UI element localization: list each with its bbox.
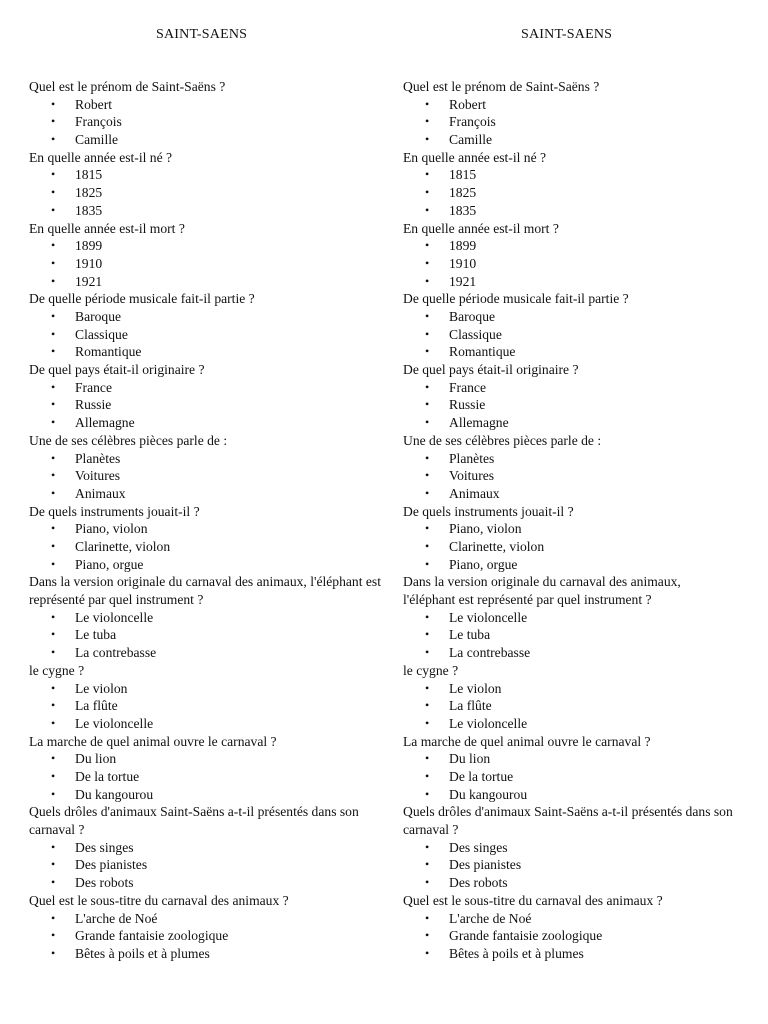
option-label: Russie [75, 397, 112, 413]
option-label: François [75, 114, 122, 130]
question-text: Dans la version originale du carnaval des animaux, l'éléphant est représenté par quel instrument ? [403, 574, 681, 608]
question-list [403, 78, 768, 963]
option-label: 1910 [449, 255, 477, 271]
option-item [29, 308, 399, 326]
bullet-icon: • [51, 132, 56, 147]
question-text: De quelle période musicale fait-il partie ? [403, 291, 629, 307]
option-item [29, 166, 399, 184]
option-label: Piano, violon [449, 521, 522, 537]
option-item [403, 910, 768, 928]
option-item [29, 839, 399, 857]
option-item [403, 96, 768, 114]
option-item [29, 786, 399, 804]
bullet-icon: • [51, 415, 56, 430]
option-label: Planètes [449, 450, 495, 466]
bullet-icon: • [51, 255, 56, 270]
bullet-icon: • [51, 786, 56, 801]
bullet-icon: • [425, 96, 430, 111]
option-list [403, 520, 768, 573]
option-label: Classique [449, 326, 502, 342]
option-item [403, 343, 768, 361]
option-list [29, 680, 399, 733]
bullet-icon: • [425, 415, 430, 430]
column-title: SAINT-SAENS [156, 27, 248, 42]
option-item [403, 644, 768, 662]
option-label: Piano, violon [75, 521, 148, 537]
option-label: Du kangourou [449, 786, 528, 802]
option-item [29, 96, 399, 114]
bullet-icon: • [425, 255, 430, 270]
option-label: 1835 [75, 202, 103, 218]
option-label: 1825 [75, 185, 103, 201]
option-label: Camille [449, 132, 493, 148]
option-label: La flûte [75, 698, 118, 714]
option-label: Piano, orgue [75, 556, 144, 572]
option-item [29, 945, 399, 963]
option-label: Clarinette, violon [75, 538, 171, 554]
option-label: Du kangourou [75, 786, 154, 802]
option-label: 1899 [75, 238, 103, 254]
option-item [403, 768, 768, 786]
bullet-icon: • [51, 875, 56, 890]
option-list [403, 96, 768, 149]
option-item [403, 750, 768, 768]
question-text: La marche de quel animal ouvre le carnaval ? [403, 733, 651, 749]
option-item [29, 609, 399, 627]
option-label: Robert [449, 96, 486, 112]
option-list [403, 308, 768, 361]
option-item [29, 927, 399, 945]
option-item [403, 131, 768, 149]
bullet-icon: • [425, 556, 430, 571]
option-label: Animaux [75, 485, 126, 501]
bullet-icon: • [425, 114, 430, 129]
bullet-icon: • [425, 910, 430, 925]
option-list [403, 680, 768, 733]
question-item [403, 290, 768, 361]
option-item [29, 715, 399, 733]
option-list [29, 750, 399, 803]
question-list [29, 78, 399, 963]
bullet-icon: • [51, 96, 56, 111]
option-list [403, 166, 768, 219]
option-label: Allemagne [75, 415, 135, 431]
bullet-icon: • [425, 397, 430, 412]
option-list [403, 379, 768, 432]
bullet-icon: • [425, 627, 430, 642]
question-item [29, 803, 399, 891]
option-item [29, 113, 399, 131]
question-text: Une de ses célèbres pièces parle de : [403, 432, 602, 448]
option-item [403, 326, 768, 344]
question-text: De quel pays était-il originaire ? [403, 362, 579, 378]
bullet-icon: • [425, 273, 430, 288]
question-item [403, 892, 768, 963]
option-label: Le violoncelle [449, 715, 528, 731]
option-label: Animaux [449, 485, 500, 501]
option-label: Planètes [75, 450, 121, 466]
option-item [403, 113, 768, 131]
option-label: Bêtes à poils et à plumes [75, 945, 210, 961]
option-item [403, 856, 768, 874]
question-item [403, 220, 768, 291]
option-item [403, 609, 768, 627]
option-label: 1825 [449, 185, 477, 201]
bullet-icon: • [425, 875, 430, 890]
option-label: 1921 [75, 273, 103, 289]
option-item [403, 556, 768, 574]
option-list [29, 450, 399, 503]
option-label: Clarinette, violon [449, 538, 545, 554]
option-label: 1835 [449, 202, 477, 218]
bullet-icon: • [425, 485, 430, 500]
option-label: La flûte [449, 698, 492, 714]
bullet-icon: • [51, 751, 56, 766]
option-label: Camille [75, 132, 119, 148]
option-label: Grande fantaisie zoologique [449, 928, 603, 944]
option-item [29, 131, 399, 149]
option-list [403, 450, 768, 503]
option-list [403, 609, 768, 662]
option-item [29, 450, 399, 468]
option-item [29, 237, 399, 255]
option-label: L'arche de Noé [449, 910, 532, 926]
option-item [29, 750, 399, 768]
option-label: France [75, 379, 112, 395]
bullet-icon: • [51, 645, 56, 660]
bullet-icon: • [51, 379, 56, 394]
bullet-icon: • [51, 715, 56, 730]
bullet-icon: • [425, 132, 430, 147]
bullet-icon: • [425, 680, 430, 695]
option-item [403, 414, 768, 432]
bullet-icon: • [51, 627, 56, 642]
option-label: Le violon [75, 680, 128, 696]
question-item [29, 503, 399, 574]
option-label: Grande fantaisie zoologique [75, 928, 229, 944]
bullet-icon: • [425, 344, 430, 359]
option-list [403, 839, 768, 892]
bullet-icon: • [51, 857, 56, 872]
option-label: Des robots [75, 875, 134, 891]
option-item [29, 520, 399, 538]
option-label: L'arche de Noé [75, 910, 158, 926]
option-item [403, 945, 768, 963]
option-item [29, 414, 399, 432]
question-item [403, 432, 768, 503]
option-item [403, 450, 768, 468]
bullet-icon: • [425, 450, 430, 465]
bullet-icon: • [425, 715, 430, 730]
option-list [29, 379, 399, 432]
option-label: 1921 [449, 273, 477, 289]
option-item [29, 874, 399, 892]
bullet-icon: • [425, 645, 430, 660]
bullet-icon: • [425, 468, 430, 483]
option-item [403, 874, 768, 892]
option-label: Romantique [75, 344, 142, 360]
bullet-icon: • [425, 521, 430, 536]
bullet-icon: • [51, 167, 56, 182]
option-item [403, 166, 768, 184]
bullet-icon: • [51, 538, 56, 553]
bullet-icon: • [51, 273, 56, 288]
option-label: Classique [75, 326, 128, 342]
option-label: François [449, 114, 496, 130]
question-item [29, 361, 399, 432]
option-label: Baroque [75, 309, 122, 324]
option-item [29, 644, 399, 662]
bullet-icon: • [51, 344, 56, 359]
option-label: Le tuba [449, 627, 491, 643]
question-item [29, 78, 399, 149]
question-item [403, 733, 768, 804]
option-list [29, 609, 399, 662]
option-label: France [449, 379, 486, 395]
bullet-icon: • [51, 397, 56, 412]
question-text: De quels instruments jouait-il ? [29, 503, 200, 519]
bullet-icon: • [51, 468, 56, 483]
bullet-icon: • [51, 928, 56, 943]
question-text: En quelle année est-il né ? [403, 149, 547, 165]
bullet-icon: • [51, 185, 56, 200]
question-text: En quelle année est-il mort ? [403, 220, 559, 236]
option-item [29, 396, 399, 414]
bullet-icon: • [51, 698, 56, 713]
bullet-icon: • [425, 538, 430, 553]
question-text: De quel pays était-il originaire ? [29, 362, 205, 378]
option-label: Des pianistes [449, 857, 522, 873]
option-item [29, 626, 399, 644]
option-label: Des pianistes [75, 857, 148, 873]
question-item [29, 733, 399, 804]
bullet-icon: • [425, 185, 430, 200]
bullet-icon: • [425, 379, 430, 394]
option-label: La contrebasse [75, 645, 157, 661]
question-text: Quel est le sous-titre du carnaval des animaux ? [29, 892, 289, 908]
quiz-column-right [403, 26, 768, 963]
option-item [403, 520, 768, 538]
option-label: 1910 [75, 255, 103, 271]
option-label: Le violoncelle [449, 609, 528, 625]
bullet-icon: • [51, 768, 56, 783]
question-text: Une de ses célèbres pièces parle de : [29, 432, 228, 448]
bullet-icon: • [425, 326, 430, 341]
option-item [29, 680, 399, 698]
option-item [403, 538, 768, 556]
option-label: Romantique [449, 344, 516, 360]
bullet-icon: • [51, 609, 56, 624]
option-item [29, 202, 399, 220]
option-item [29, 556, 399, 574]
option-list [403, 237, 768, 290]
option-item [29, 184, 399, 202]
option-label: Du lion [75, 751, 117, 767]
option-item [29, 485, 399, 503]
option-list [29, 910, 399, 963]
option-label: Bêtes à poils et à plumes [449, 945, 584, 961]
bullet-icon: • [51, 202, 56, 217]
question-text: le cygne ? [403, 662, 459, 678]
question-item [29, 662, 399, 733]
bullet-icon: • [425, 928, 430, 943]
question-text: En quelle année est-il mort ? [29, 220, 185, 236]
question-text: Quel est le prénom de Saint-Saëns ? [403, 79, 600, 94]
question-item [403, 149, 768, 220]
option-label: Le violon [449, 680, 502, 696]
option-list [29, 520, 399, 573]
question-text: Quels drôles d'animaux Saint-Saëns a-t-il présentés dans son carnaval ? [403, 804, 733, 838]
bullet-icon: • [51, 556, 56, 571]
question-text: De quels instruments jouait-il ? [403, 503, 574, 519]
question-item [29, 220, 399, 291]
option-label: Le violoncelle [75, 715, 154, 731]
option-item [403, 237, 768, 255]
bullet-icon: • [425, 786, 430, 801]
option-item [29, 467, 399, 485]
option-item [403, 626, 768, 644]
option-item [29, 538, 399, 556]
option-label: Voitures [75, 468, 121, 484]
bullet-icon: • [425, 202, 430, 217]
option-list [29, 96, 399, 149]
option-item [403, 308, 768, 326]
question-text: Quel est le sous-titre du carnaval des animaux ? [403, 892, 663, 908]
option-label: Baroque [449, 309, 496, 324]
bullet-icon: • [425, 768, 430, 783]
bullet-icon: • [425, 167, 430, 182]
option-item [403, 697, 768, 715]
option-list [403, 910, 768, 963]
question-item [29, 432, 399, 503]
option-item [403, 485, 768, 503]
question-item [403, 662, 768, 733]
bullet-icon: • [51, 326, 56, 341]
question-text: De quelle période musicale fait-il partie ? [29, 291, 255, 307]
bullet-icon: • [425, 309, 430, 323]
option-label: Le tuba [75, 627, 117, 643]
bullet-icon: • [51, 680, 56, 695]
option-label: Russie [449, 397, 486, 413]
question-text: le cygne ? [29, 662, 85, 678]
bullet-icon: • [425, 751, 430, 766]
option-list [29, 166, 399, 219]
option-item [29, 856, 399, 874]
option-item [403, 184, 768, 202]
option-item [29, 697, 399, 715]
question-item [403, 78, 768, 149]
column-title: SAINT-SAENS [521, 27, 613, 42]
question-item [403, 573, 768, 661]
option-label: 1815 [75, 167, 103, 183]
option-item [29, 379, 399, 397]
option-item [403, 715, 768, 733]
option-label: 1899 [449, 238, 477, 254]
bullet-icon: • [425, 857, 430, 872]
option-list [29, 308, 399, 361]
question-item [29, 892, 399, 963]
bullet-icon: • [51, 238, 56, 253]
question-item [29, 573, 399, 661]
option-item [29, 768, 399, 786]
option-label: De la tortue [75, 768, 140, 784]
option-label: Allemagne [449, 415, 509, 431]
question-item [29, 149, 399, 220]
question-item [29, 290, 399, 361]
bullet-icon: • [51, 910, 56, 925]
option-item [403, 680, 768, 698]
option-label: La contrebasse [449, 645, 531, 661]
option-label: 1815 [449, 167, 477, 183]
question-item [403, 361, 768, 432]
option-label: Des singes [449, 839, 508, 855]
option-item [29, 343, 399, 361]
option-label: De la tortue [449, 768, 514, 784]
option-item [29, 326, 399, 344]
option-label: Des singes [75, 839, 134, 855]
bullet-icon: • [51, 114, 56, 129]
option-item [403, 467, 768, 485]
option-label: Piano, orgue [449, 556, 518, 572]
bullet-icon: • [51, 450, 56, 465]
option-item [29, 273, 399, 291]
option-item [403, 202, 768, 220]
option-item [403, 927, 768, 945]
option-item [403, 839, 768, 857]
option-list [29, 237, 399, 290]
bullet-icon: • [51, 309, 56, 323]
bullet-icon: • [425, 945, 430, 960]
option-label: Robert [75, 96, 112, 112]
question-text: La marche de quel animal ouvre le carnaval ? [29, 733, 277, 749]
bullet-icon: • [51, 521, 56, 536]
question-text: Quels drôles d'animaux Saint-Saëns a-t-il présentés dans son carnaval ? [29, 804, 359, 838]
option-item [403, 273, 768, 291]
question-item [403, 503, 768, 574]
bullet-icon: • [51, 945, 56, 960]
bullet-icon: • [425, 698, 430, 713]
option-label: Voitures [449, 468, 495, 484]
option-item [29, 910, 399, 928]
option-list [403, 750, 768, 803]
option-item [403, 255, 768, 273]
question-text: Quel est le prénom de Saint-Saëns ? [29, 79, 226, 94]
option-item [403, 786, 768, 804]
bullet-icon: • [51, 839, 56, 854]
question-text: Dans la version originale du carnaval des animaux, l'éléphant est représenté par quel instrument ? [29, 574, 381, 608]
bullet-icon: • [425, 609, 430, 624]
option-item [403, 396, 768, 414]
question-item [403, 803, 768, 891]
option-label: Le violoncelle [75, 609, 154, 625]
option-item [403, 379, 768, 397]
bullet-icon: • [51, 485, 56, 500]
question-text: En quelle année est-il né ? [29, 149, 173, 165]
bullet-icon: • [425, 839, 430, 854]
option-item [29, 255, 399, 273]
option-label: Des robots [449, 875, 508, 891]
quiz-column-left [29, 26, 399, 963]
option-label: Du lion [449, 751, 491, 767]
bullet-icon: • [425, 238, 430, 253]
option-list [29, 839, 399, 892]
